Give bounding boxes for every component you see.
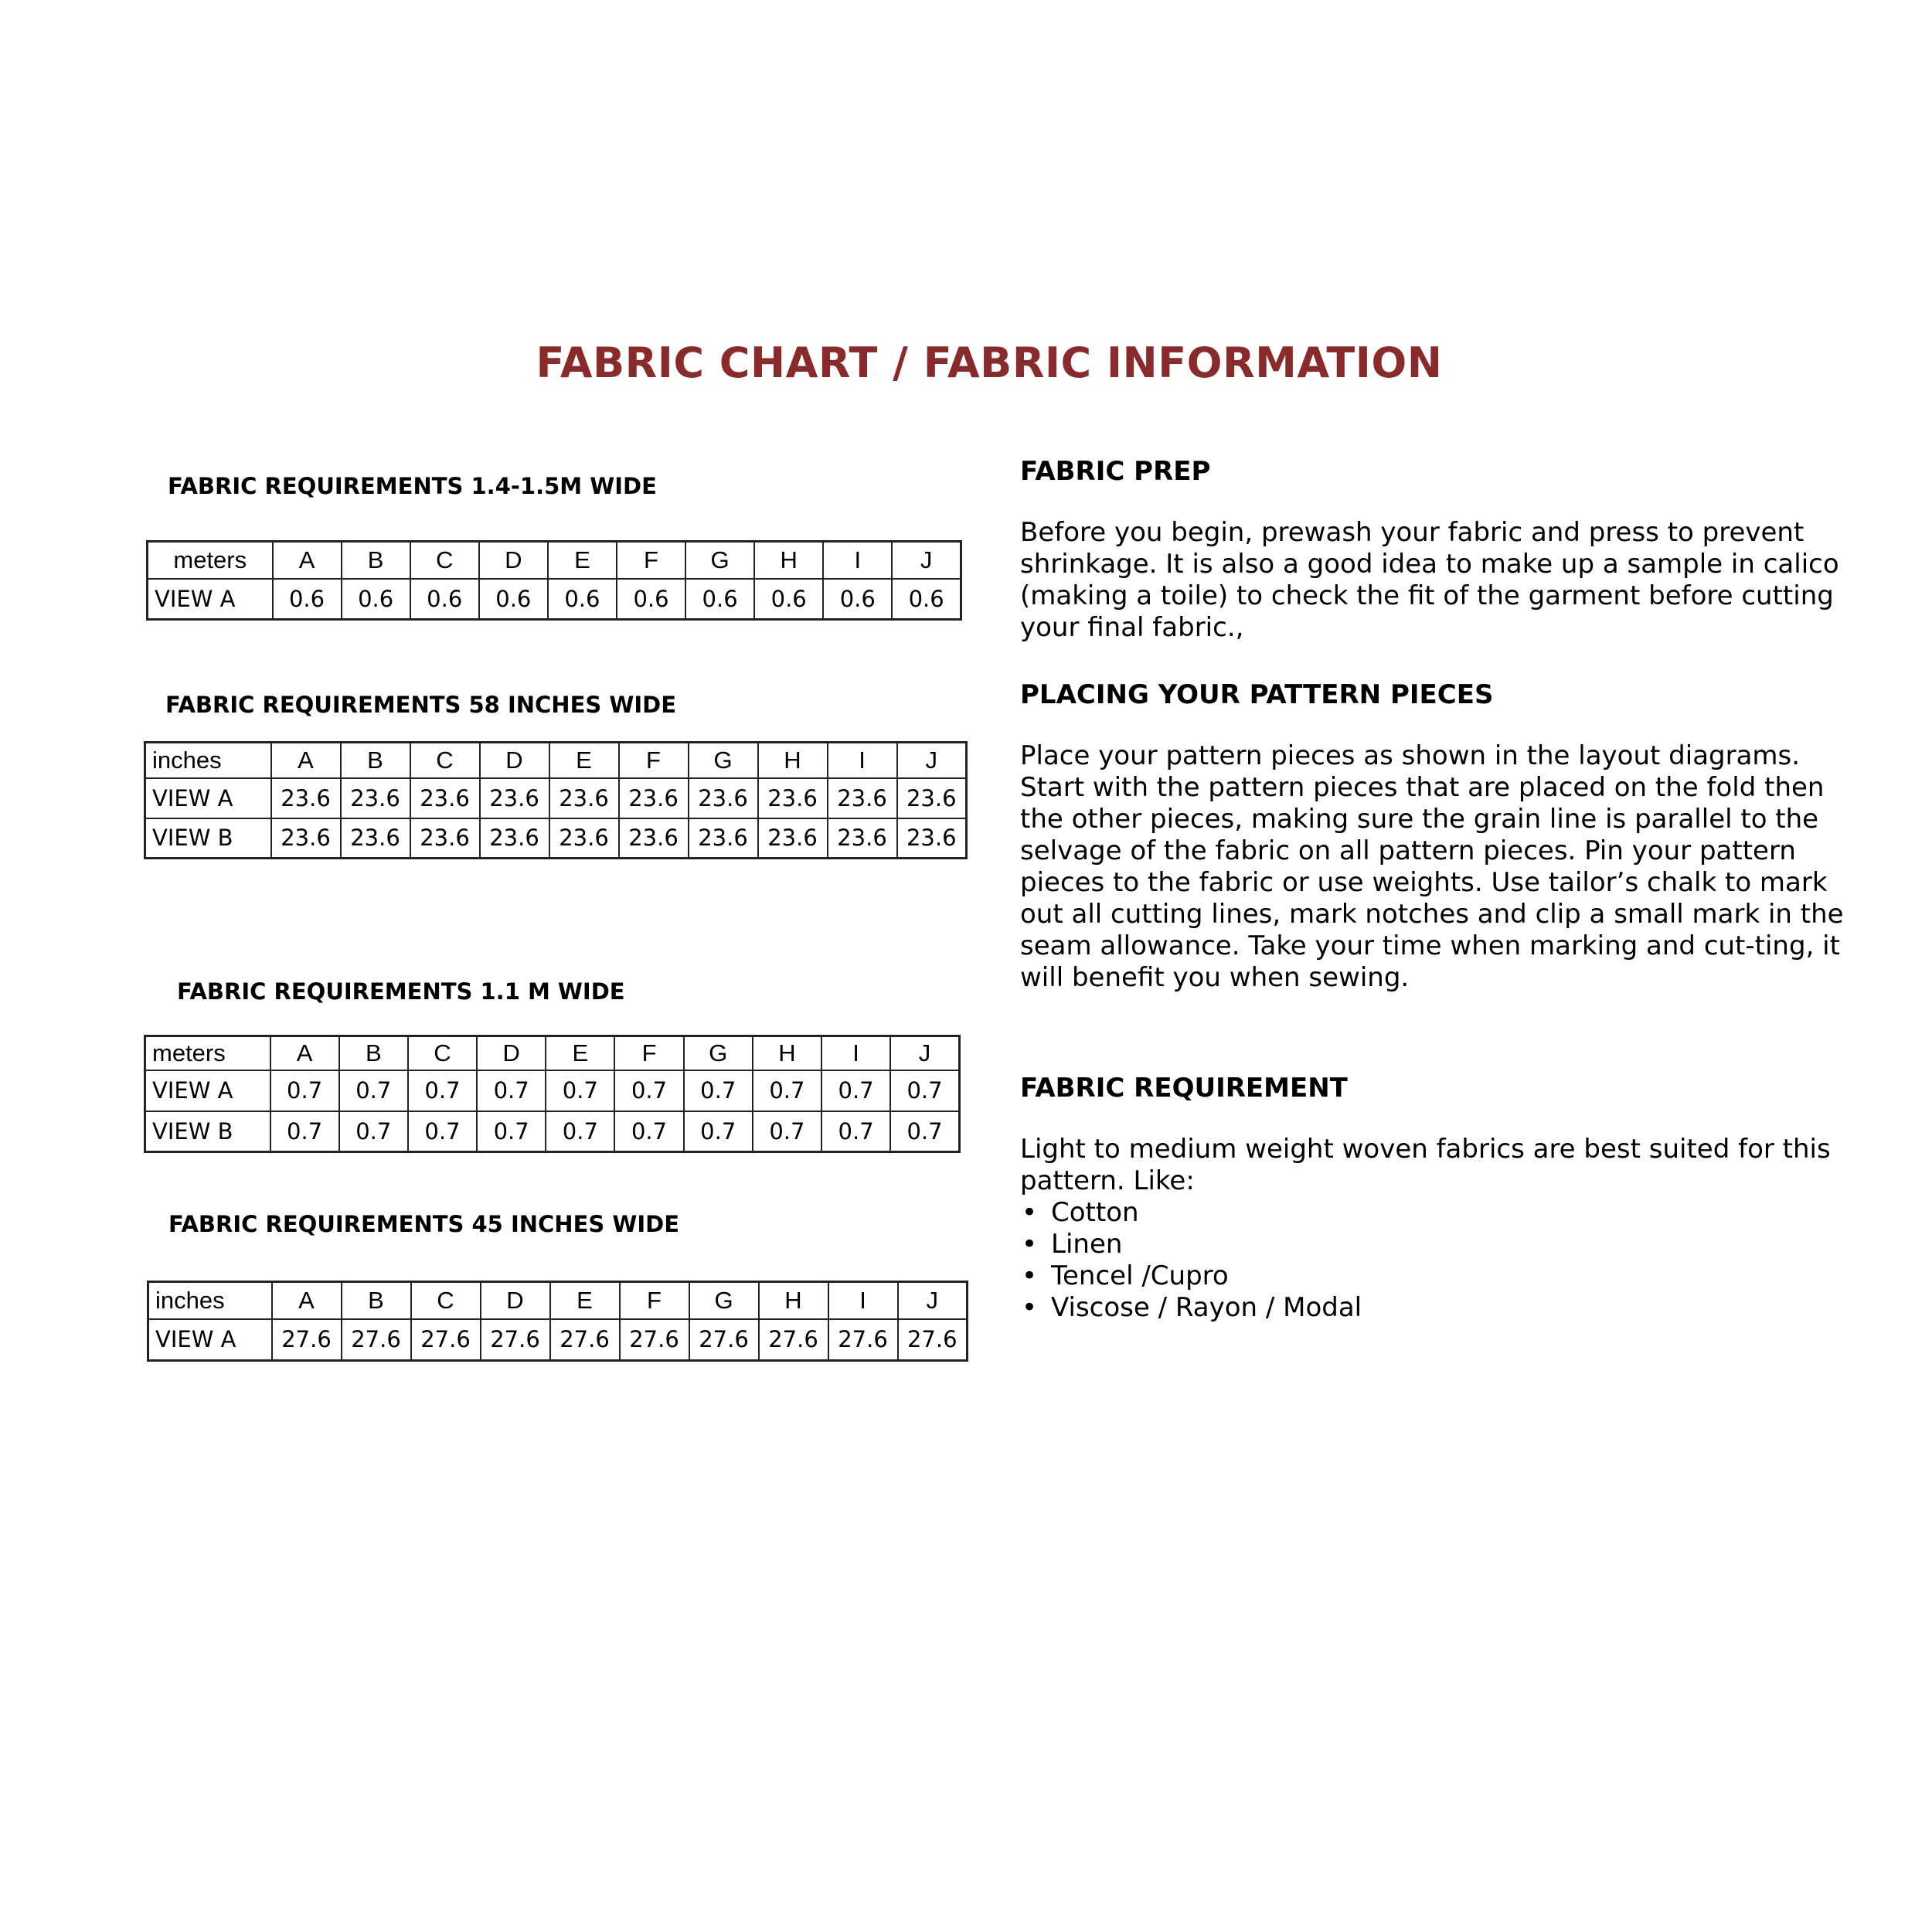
- table-cell: 23.6: [619, 818, 689, 859]
- column-header: G: [689, 1282, 759, 1319]
- table-cell: 0.7: [614, 1070, 683, 1111]
- table-cell: 23.6: [480, 778, 549, 818]
- unit-cell: inches: [148, 1282, 272, 1319]
- column-header: B: [339, 1036, 408, 1070]
- table-cell: 23.6: [689, 818, 758, 859]
- table-cell: 0.6: [342, 579, 410, 620]
- table-cell: 0.6: [548, 579, 617, 620]
- column-header: H: [759, 1282, 828, 1319]
- table-cell: 0.7: [753, 1070, 821, 1111]
- row-label: VIEW A: [148, 579, 273, 620]
- table-cell: 0.7: [477, 1111, 546, 1152]
- table-cell: 0.7: [339, 1070, 408, 1111]
- column-header: J: [898, 1282, 968, 1319]
- table-cell: 23.6: [897, 778, 967, 818]
- requirement-text: Light to medium weight woven fabrics are best suited for this pattern. Like:: [1020, 1134, 1831, 1196]
- table-cell: 0.7: [546, 1070, 614, 1111]
- column-header: C: [410, 743, 480, 778]
- table-cell: 23.6: [619, 778, 689, 818]
- list-item: • Viscose / Rayon / Modal: [1020, 1292, 1862, 1324]
- column-header: J: [892, 542, 961, 579]
- column-header: E: [548, 542, 617, 579]
- column-header: E: [550, 1282, 620, 1319]
- table-cell: 23.6: [758, 778, 828, 818]
- table-cell: 23.6: [758, 818, 828, 859]
- column-header: G: [689, 743, 758, 778]
- column-header: D: [480, 743, 549, 778]
- column-header: I: [823, 542, 892, 579]
- table-row: [145, 778, 967, 818]
- row-label: VIEW B: [145, 1111, 270, 1152]
- list-item: • Cotton: [1020, 1197, 1862, 1229]
- table-cell: 0.6: [685, 579, 754, 620]
- column-header: G: [685, 542, 754, 579]
- table-header-row: [145, 1036, 960, 1070]
- column-header: I: [828, 1282, 898, 1319]
- fabric-table-58in: [144, 741, 968, 859]
- row-label: VIEW A: [148, 1319, 272, 1361]
- unit-cell: meters: [148, 542, 273, 579]
- fabric-list: [1020, 1197, 1862, 1324]
- table-cell: 23.6: [828, 778, 897, 818]
- table-cell: 27.6: [481, 1319, 550, 1361]
- column-header: A: [270, 1036, 339, 1070]
- placing-text: Place your pattern pieces as shown in the layout diagrams. Start with the pattern pieces that are placed on the fold then the other pieces, making sure the grain line is parallel to the selvage of the fabric on all pattern pieces. Pin your pattern pieces to the fabric or use weights. Use tailor’s chalk to mark out all cutting lines, mark notches and clip a small mark in the seam allowance. Take your time when marking and cut-ting, it will benefit you when sewing.: [1020, 740, 1844, 993]
- fabric-table-1-4m: [146, 540, 962, 621]
- unit-cell: meters: [145, 1036, 270, 1070]
- table-cell: 27.6: [620, 1319, 689, 1361]
- placing-heading: PLACING YOUR PATTERN PIECES: [1020, 679, 1494, 710]
- table-cell: 0.6: [617, 579, 685, 620]
- table-cell: 23.6: [271, 818, 341, 859]
- table-cell: 0.6: [754, 579, 823, 620]
- column-header: H: [753, 1036, 821, 1070]
- table-cell: 0.7: [890, 1111, 959, 1152]
- table-cell: 23.6: [410, 818, 480, 859]
- fabric-table-1-1m: [144, 1035, 961, 1153]
- list-item: • Tencel /Cupro: [1020, 1260, 1862, 1292]
- column-header: H: [758, 743, 828, 778]
- table-cell: 0.7: [270, 1070, 339, 1111]
- column-header: A: [271, 743, 341, 778]
- column-header: F: [617, 542, 685, 579]
- table-cell: 0.7: [684, 1070, 753, 1111]
- column-header: C: [410, 542, 479, 579]
- table-cell: 27.6: [272, 1319, 342, 1361]
- table-cell: 0.6: [892, 579, 961, 620]
- table-row: [148, 579, 961, 620]
- column-header: J: [890, 1036, 959, 1070]
- column-header: B: [342, 1282, 411, 1319]
- column-header: F: [619, 743, 689, 778]
- table-cell: 0.7: [890, 1070, 959, 1111]
- requirement-heading: FABRIC REQUIREMENT: [1020, 1073, 1348, 1104]
- fabric-prep-text: Before you begin, prewash your fabric and press to prevent shrinkage. It is also a good idea to make up a sample in calico (making a toile) to check the fit of the garment before cutting your final fabric.,: [1020, 517, 1839, 643]
- unit-cell: inches: [145, 743, 271, 778]
- table-heading: FABRIC REQUIREMENTS 1.1 M WIDE: [177, 978, 625, 1005]
- table-header-row: [148, 1282, 968, 1319]
- table-cell: 23.6: [341, 778, 410, 818]
- table-cell: 0.7: [477, 1070, 546, 1111]
- table-cell: 0.7: [270, 1111, 339, 1152]
- table-cell: 0.6: [479, 579, 548, 620]
- column-header: A: [273, 542, 342, 579]
- table-cell: 0.6: [273, 579, 342, 620]
- table-cell: 0.7: [821, 1070, 890, 1111]
- table-cell: 0.7: [684, 1111, 753, 1152]
- table-cell: 0.7: [339, 1111, 408, 1152]
- table-cell: 0.7: [614, 1111, 683, 1152]
- table-heading: FABRIC REQUIREMENTS 58 INCHES WIDE: [165, 692, 677, 718]
- list-item: • Linen: [1020, 1229, 1862, 1260]
- column-header: A: [272, 1282, 342, 1319]
- fabric-table-45in: [147, 1281, 968, 1362]
- table-cell: 0.7: [408, 1111, 477, 1152]
- table-cell: 27.6: [342, 1319, 411, 1361]
- column-header: B: [341, 743, 410, 778]
- table-row: [148, 1319, 968, 1361]
- table-cell: 23.6: [689, 778, 758, 818]
- table-cell: 27.6: [550, 1319, 620, 1361]
- column-header: D: [477, 1036, 546, 1070]
- column-header: F: [620, 1282, 689, 1319]
- column-header: B: [342, 542, 410, 579]
- column-header: C: [408, 1036, 477, 1070]
- table-cell: 23.6: [480, 818, 549, 859]
- table-row: [145, 1111, 960, 1152]
- table-cell: 27.6: [898, 1319, 968, 1361]
- page-title: FABRIC CHART / FABRIC INFORMATION: [536, 338, 1443, 387]
- table-row: [145, 818, 967, 859]
- table-cell: 0.6: [410, 579, 479, 620]
- table-cell: 0.6: [823, 579, 892, 620]
- column-header: J: [897, 743, 967, 778]
- column-header: D: [481, 1282, 550, 1319]
- table-cell: 27.6: [689, 1319, 759, 1361]
- column-header: G: [684, 1036, 753, 1070]
- table-cell: 23.6: [271, 778, 341, 818]
- table-cell: 0.7: [753, 1111, 821, 1152]
- table-cell: 27.6: [828, 1319, 898, 1361]
- table-cell: 23.6: [897, 818, 967, 859]
- column-header: C: [411, 1282, 481, 1319]
- table-heading: FABRIC REQUIREMENTS 1.4-1.5M WIDE: [168, 473, 657, 499]
- table-cell: 27.6: [411, 1319, 481, 1361]
- row-label: VIEW B: [145, 818, 271, 859]
- column-header: I: [821, 1036, 890, 1070]
- table-cell: 23.6: [410, 778, 480, 818]
- row-label: VIEW A: [145, 778, 271, 818]
- column-header: H: [754, 542, 823, 579]
- table-cell: 0.7: [408, 1070, 477, 1111]
- table-header-row: [148, 542, 961, 579]
- table-header-row: [145, 743, 967, 778]
- table-cell: 0.7: [546, 1111, 614, 1152]
- table-cell: 23.6: [341, 818, 410, 859]
- column-header: D: [479, 542, 548, 579]
- column-header: E: [549, 743, 619, 778]
- row-label: VIEW A: [145, 1070, 270, 1111]
- table-cell: 23.6: [828, 818, 897, 859]
- column-header: E: [546, 1036, 614, 1070]
- column-header: I: [828, 743, 897, 778]
- table-cell: 23.6: [549, 778, 619, 818]
- table-cell: 27.6: [759, 1319, 828, 1361]
- column-header: F: [614, 1036, 683, 1070]
- fabric-information-column: [1020, 454, 1862, 1324]
- table-heading: FABRIC REQUIREMENTS 45 INCHES WIDE: [168, 1211, 680, 1237]
- table-cell: 23.6: [549, 818, 619, 859]
- fabric-prep-heading: FABRIC PREP: [1020, 456, 1211, 487]
- table-row: [145, 1070, 960, 1111]
- table-cell: 0.7: [821, 1111, 890, 1152]
